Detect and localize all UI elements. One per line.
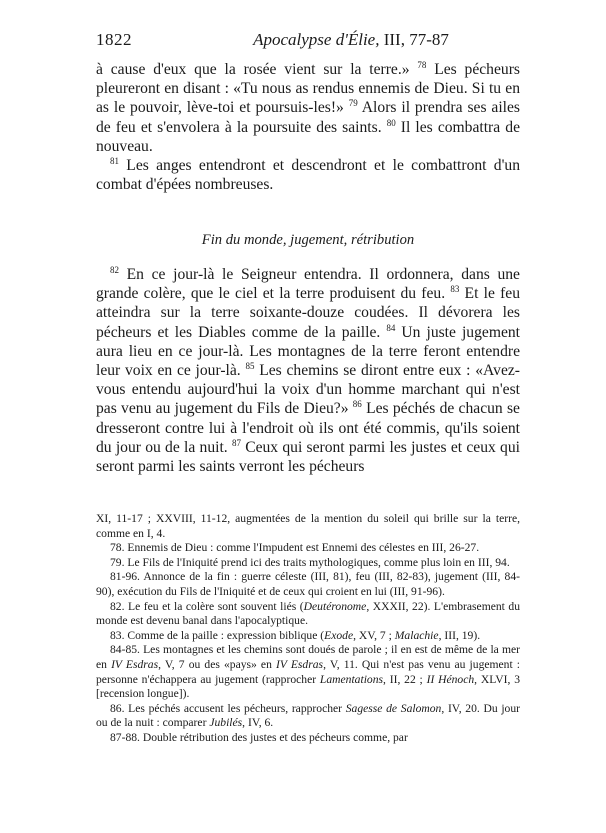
section-paragraph <box>96 265 520 476</box>
main-text <box>96 60 520 194</box>
verse-paragraph <box>96 60 520 156</box>
verse-78: Les pécheurs pleureront en disant : «Tu nous as rendus ennemis de Dieu. Si tu en as le pouvoir, lève-toi et poursuis-les!» <box>96 61 520 117</box>
book-reference: Malachie <box>394 628 439 642</box>
verse-82: En ce jour-là le Seigneur entendra. Il ordonnera, dans une grande colère, que le ciel et la terre produisent du feu. <box>96 266 520 303</box>
footnote <box>96 702 520 731</box>
running-title <box>186 30 516 50</box>
footnote-text: , II, 22 ; <box>383 672 427 686</box>
footnote-text: 83. Comme de la paille : expression biblique ( <box>110 628 325 642</box>
verse-85: Les chemins se diront entre eux : «Avez-vous entendu aujourd'hui la voix d'un homme marchant qui n'est pas venu au jugement du Fils de Dieu?» <box>96 362 520 418</box>
book-reference: Sagesse de Salomon <box>345 701 442 715</box>
footnote-text: , IV, 20. Du jour ou de la nuit : comparer <box>96 701 521 730</box>
verse-paragraph <box>96 156 520 194</box>
footnote-text: , XLVI, 3 [recension longue]). <box>96 672 520 701</box>
footnote: 87-88. Double rétribution des justes et des pécheurs comme, par <box>110 730 408 744</box>
footnote: 81-96. Annonce de la fin : guerre céleste (III, 81), feu (III, 82-83), jugement (III, 84-90), exécution du Fils de l'Iniquité et de ceux qui croient en lui (III, 91-96). <box>96 570 520 598</box>
verse-81: Les anges entendront et descendront et le combattront d'un combat d'épées nombreuses. <box>96 157 520 194</box>
running-title-text: Apocalypse d'Élie, <box>253 30 380 49</box>
footnote-text: 86. Les péchés accusent les pécheurs, rapprocher <box>110 701 346 715</box>
verse-84: Un juste jugement aura lieu en ce jour-là. Les montagnes de la terre feront entendre leur voix en ce jour-là. <box>96 323 521 380</box>
verse-number: 86 <box>352 399 362 410</box>
book-reference: Lamentations <box>319 672 384 686</box>
footnote: XI, 11-17 ; XXVIII, 11-12, augmentées de la mention du soleil qui brille sur la terre, comme en I, 4. <box>96 512 520 540</box>
footnote <box>96 600 520 629</box>
verse-number: 82 <box>110 264 119 275</box>
verse-number: 78 <box>417 59 427 70</box>
book-reference: IV Esdras <box>276 657 324 671</box>
verse-87: Ceux qui seront parmi les justes et ceux qui seront parmi les saints verront les pécheurs <box>96 438 520 476</box>
verse-number: 87 <box>231 437 241 448</box>
verse-79: Alors il prendra ses ailes de feu et s'envolera à la poursuite des saints. <box>96 99 521 136</box>
verse-86: Les péchés de chacun se dresseront contre lui à l'endroit où ils ont été commis, qu'ils soient du jour ou de la nuit. <box>96 400 520 456</box>
page-number: 1822 <box>96 30 132 49</box>
footnote-text: , XXXII, 22). L'embrasement du monde est devenu banal dans l'apocalyptique. <box>96 599 521 628</box>
book-reference: Exode <box>324 628 354 642</box>
book-reference: Deutéronome <box>303 599 367 613</box>
verse-80: Il les combattra de nouveau. <box>96 118 520 155</box>
footnote-text: , V, 11. Qui n'est pas venu au jugement : personne n'échappera au jugement (rapprocher <box>96 657 521 686</box>
footnote-text: , XV, 7 ; <box>353 628 395 642</box>
running-header <box>96 30 516 52</box>
verse-77-end: à cause d'eux que la rosée vient sur la terre.» <box>96 61 410 78</box>
verse-number: 80 <box>386 117 396 128</box>
section-heading: Fin du monde, jugement, rétribution <box>201 232 415 248</box>
footnote: 79. Le Fils de l'Iniquité prend ici des traits mythologiques, comme plus loin en III, 94. <box>110 555 510 569</box>
footnotes <box>96 512 520 746</box>
verse-number: 84 <box>386 322 396 333</box>
running-title-reference: III, 77-87 <box>383 30 449 49</box>
footnote-text: , IV, 6. <box>242 716 274 730</box>
footnote: 78. Ennemis de Dieu : comme l'Impudent est Ennemi des célestes en III, 26-27. <box>110 541 480 555</box>
verse-number: 79 <box>348 98 358 109</box>
verse-83: Et le feu atteindra sur la terre soixante-douze coudées. Il dévorera les pécheurs et les Diables comme de la paille. <box>96 285 520 341</box>
verse-number: 81 <box>110 155 119 166</box>
footnote-text: 84-85. Les montagnes et les chemins sont doués de parole ; il en est de même de la mer en <box>96 643 520 671</box>
footnote <box>96 643 520 701</box>
book-reference: IV Esdras <box>111 657 159 671</box>
footnote-text: , V, 7 ou des «pays» en <box>158 657 276 671</box>
book-reference: Jubilés <box>209 716 243 730</box>
book-reference: II Hénoch <box>426 672 475 686</box>
verse-number: 85 <box>245 360 255 371</box>
footnote <box>96 629 520 644</box>
verse-number: 83 <box>450 284 460 295</box>
footnote-text: , III, 19). <box>438 628 481 642</box>
footnote-text: 82. Le feu et la colère sont souvent liés ( <box>110 599 304 613</box>
